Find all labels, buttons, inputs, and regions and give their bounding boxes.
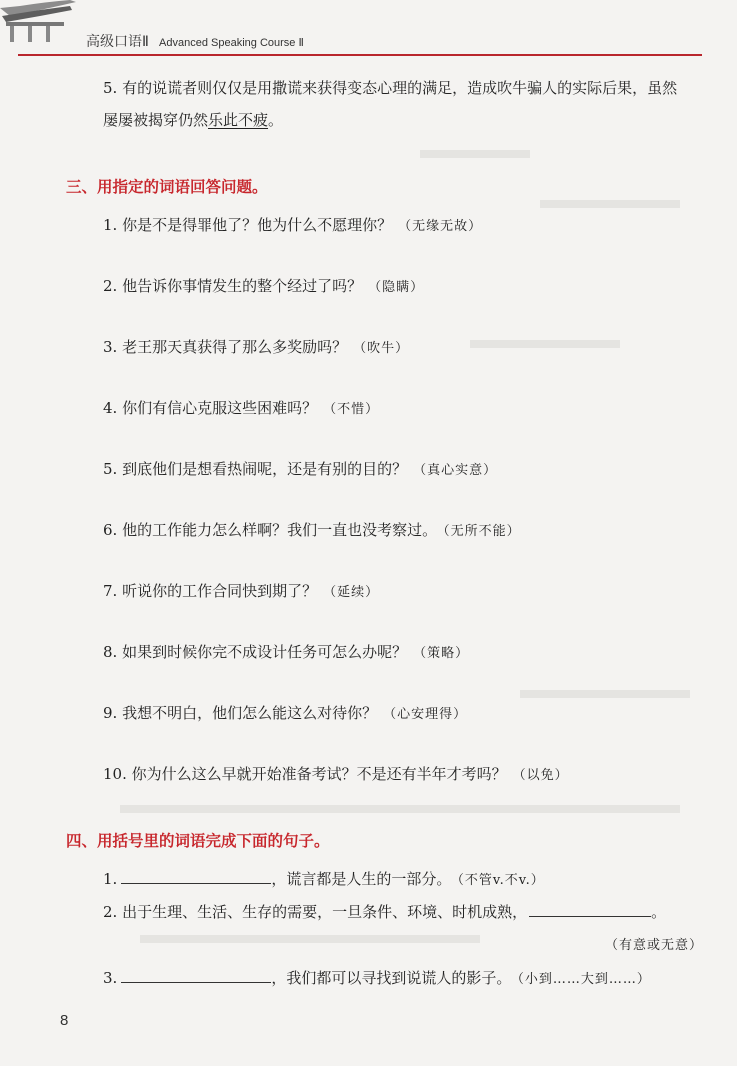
question-text: 3. 老王那天真获得了那么多奖励吗？: [103, 338, 348, 356]
question-hint: （真心实意）: [413, 463, 498, 478]
pagoda-roof-icon: [0, 0, 76, 44]
question-8: [103, 642, 469, 664]
page-number: 8: [60, 1012, 69, 1029]
sentence-2: [103, 902, 666, 922]
question-hint: （无所不能）: [443, 524, 521, 539]
bleed-through-mark: [470, 340, 620, 348]
question-hint: （以免）: [512, 768, 569, 783]
question-1: [103, 215, 482, 237]
section-3-title: 三、用指定的词语回答问题。: [66, 178, 268, 196]
question-hint: （无缘无故）: [398, 219, 483, 234]
question-text: 1. 你是不是得罪他了？他为什么不愿理你？: [103, 216, 393, 234]
question-hint: （心安理得）: [383, 707, 468, 722]
sentence-2-hint-line: [605, 934, 703, 956]
question-2: [103, 276, 424, 298]
bleed-through-mark: [120, 805, 680, 813]
question-text: 5. 到底他们是想看热闹呢，还是有别的目的？: [103, 460, 408, 478]
header-divider: [18, 54, 702, 56]
question-hint: （不惜）: [323, 402, 380, 417]
question-hint: （策略）: [413, 646, 470, 661]
question-hint: （隐瞒）: [368, 280, 425, 295]
paragraph-5-line-1: 5. 有的说谎者则仅仅是用撒谎来获得变态心理的满足，造成吹牛骗人的实际后果，虽然: [103, 79, 678, 97]
sentence-end: 。: [651, 903, 667, 921]
underlined-term: 乐此不疲: [208, 111, 269, 129]
section-4-title: 四、用括号里的词语完成下面的句子。: [66, 832, 330, 850]
sentence-text: ，我们都可以寻找到说谎人的影子。: [271, 969, 512, 987]
question-text: 4. 你们有信心克服这些困难吗？: [103, 399, 318, 417]
sentence-1: [103, 869, 545, 891]
question-text: 10. 你为什么这么早就开始准备考试？不是还有半年才考吗？: [103, 765, 507, 783]
paragraph-5-text: 屡屡被揭穿仍然: [103, 111, 209, 129]
sentence-text: ，谎言都是人生的一部分。: [271, 870, 452, 888]
page-header: [0, 0, 737, 58]
question-text: 2. 他告诉你事情发生的整个经过了吗？: [103, 277, 363, 295]
question-text: 6. 他的工作能力怎么样啊？我们一直也没考察过。: [103, 521, 438, 539]
sentence-text: 2. 出于生理、生活、生存的需要，一旦条件、环境、时机成熟，: [103, 903, 528, 921]
question-10: [103, 764, 569, 786]
sentence-number: 3.: [103, 969, 118, 987]
paragraph-5-line-2: [103, 110, 283, 130]
question-6: [103, 520, 521, 542]
question-hint: （吹牛）: [353, 341, 410, 356]
sentence-hint: （有意或无意）: [605, 938, 704, 953]
paragraph-5-end: 。: [268, 111, 284, 129]
question-5: [103, 459, 497, 481]
bleed-through-mark: [520, 690, 690, 698]
sentence-3: [103, 968, 651, 990]
question-9: [103, 703, 467, 725]
bleed-through-mark: [140, 935, 480, 943]
question-7: [103, 581, 379, 603]
course-title-cn: 高级口语Ⅱ: [86, 34, 149, 50]
question-4: [103, 398, 379, 420]
question-text: 7. 听说你的工作合同快到期了？: [103, 582, 318, 600]
sentence-number: 1.: [103, 870, 118, 888]
fill-blank[interactable]: [529, 902, 651, 917]
question-text: 9. 我想不明白，他们怎么能这么对待你？: [103, 704, 378, 722]
sentence-hint: （不管v.不v.）: [457, 873, 545, 888]
sentence-hint: （小到……大到……）: [517, 972, 651, 987]
question-text: 8. 如果到时候你完不成设计任务可怎么办呢？: [103, 643, 408, 661]
course-title-en: Advanced Speaking Course Ⅱ: [159, 37, 304, 49]
question-hint: （延续）: [323, 585, 380, 600]
fill-blank[interactable]: [121, 968, 271, 983]
fill-blank[interactable]: [121, 869, 271, 884]
course-title: [86, 31, 304, 51]
question-3: [103, 337, 409, 359]
bleed-through-mark: [540, 200, 680, 208]
bleed-through-mark: [420, 150, 530, 158]
